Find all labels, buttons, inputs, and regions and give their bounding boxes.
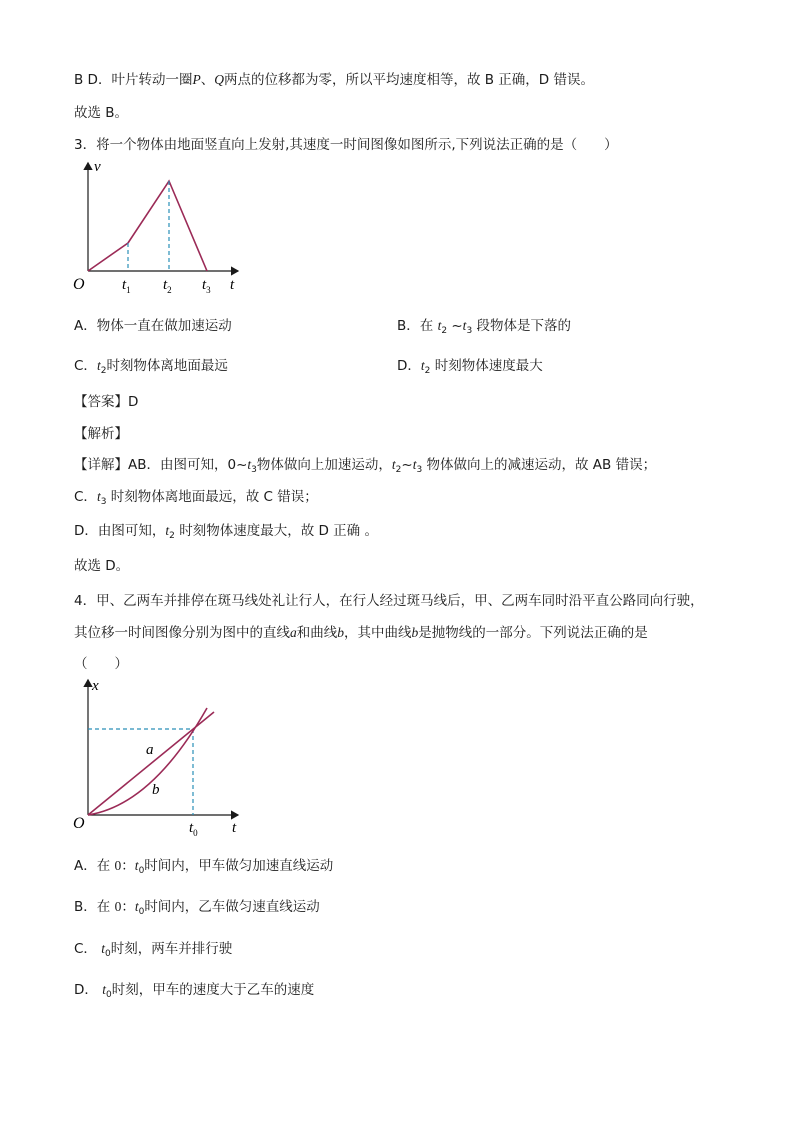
q4-t0-label: $t_0$ <box>189 820 198 838</box>
q4-x-label: t <box>232 820 237 836</box>
q3-option-c: C．$t_2$时刻物体离地面最远 <box>74 358 228 376</box>
q4-curve-b <box>88 708 207 815</box>
q3-detail-c: C．$t_3$ 时刻物体离地面最远，故 C 错误； <box>74 489 318 507</box>
q3-option-b: B．在 $t_2$ $\sim t_3$ 段物体是下落的 <box>397 318 571 336</box>
q3-velocity-line <box>88 181 207 271</box>
q3-y-label: v <box>94 159 101 175</box>
q4-origin: O <box>73 815 85 832</box>
q3-detail-ab: 【详解】AB．由图可知，$0\sim t_3$物体做向上加速运动，$t_2\sim t_3$ 物体做向上的减速运动，故 AB 错误； <box>74 457 657 475</box>
q3-conclusion: 故选 D。 <box>74 558 130 574</box>
q3-stem: 3．将一个物体由地面竖直向上发射,其速度一时间图像如图所示,下列说法正确的是（ ） <box>74 137 618 153</box>
q3-t3-label: $t_3$ <box>202 277 211 295</box>
q3-origin: O <box>73 276 85 293</box>
q3-answer: 【答案】D <box>74 394 139 410</box>
q3-velocity-graph <box>66 155 256 300</box>
q3-t2-label: $t_2$ <box>163 277 172 295</box>
q3-option-a: A．物体一直在做加速运动 <box>74 318 232 334</box>
q4-option-d: D． $t_0$时刻，甲车的速度大于乙车的速度 <box>74 982 315 1000</box>
q3-x-label: t <box>230 277 235 293</box>
q3-analysis-tag: 【解析】 <box>74 426 128 442</box>
q4-option-b: B．在 0：$t_0$时间内，乙车做匀速直线运动 <box>74 899 320 917</box>
q4-option-a: A．在 0：$t_0$时间内，甲车做匀加速直线运动 <box>74 858 334 876</box>
q4-label-a: a <box>146 742 154 758</box>
q4-paren: （ ） <box>74 656 128 672</box>
q4-displacement-graph <box>66 672 256 842</box>
q4-stem-line2: 其位移一时间图像分别为图中的直线a和曲线b，其中曲线b是抛物线的一部分。下列说法正确的是 <box>74 625 648 641</box>
q3-t1-label: $t_1$ <box>122 277 131 295</box>
q3-detail-d: D．由图可知，$t_2$ 时刻物体速度最大，故 D 正确 。 <box>74 523 378 541</box>
prev-conclusion: 故选 B。 <box>74 105 129 121</box>
prev-answer-line: B D．叶片转动一圈P、Q两点的位移都为零，所以平均速度相等，故 B 正确，D 错误。 <box>74 72 594 88</box>
q3-option-d: D．$t_2$ 时刻物体速度最大 <box>397 358 543 376</box>
q4-y-label: x <box>92 678 99 694</box>
q4-label-b: b <box>152 782 160 798</box>
q4-stem-line1: 4．甲、乙两车并排停在斑马线处礼让行人，在行人经过斑马线后，甲、乙两车同时沿平直公路同向行驶， <box>74 593 704 609</box>
q4-option-c: C． $t_0$时刻，两车并排行驶 <box>74 941 233 959</box>
